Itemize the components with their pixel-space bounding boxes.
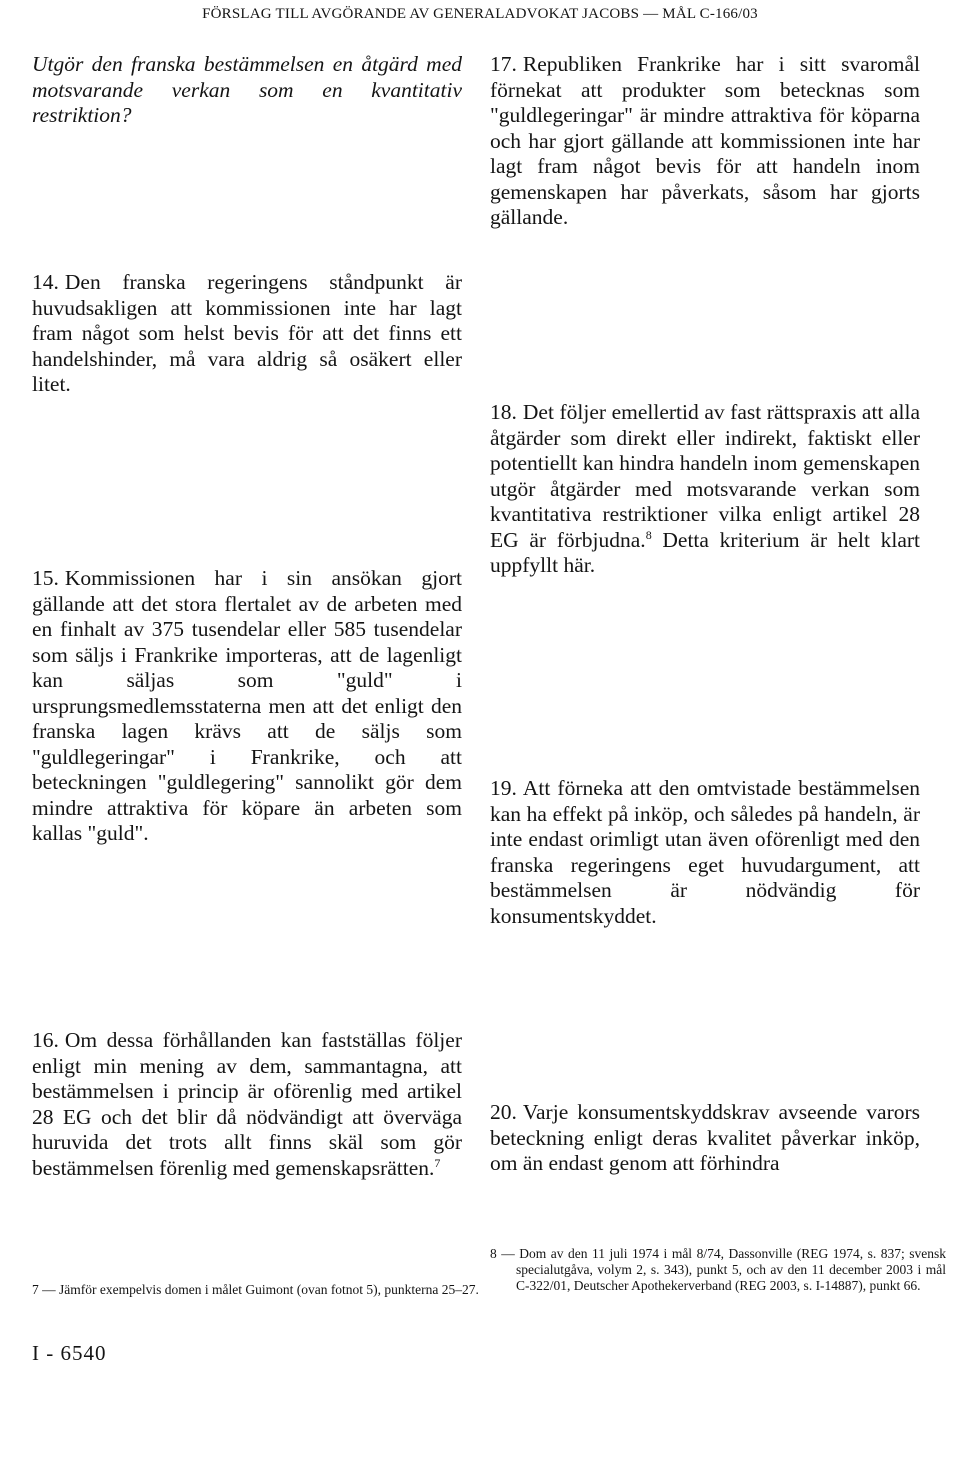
- footnote-ref-8[interactable]: 8: [645, 527, 652, 542]
- section-heading: Utgör den franska bestämmelsen en åtgärd med motsvarande verkan som en kvantitativ restriktion?: [32, 52, 462, 127]
- paragraph-text: Kommissionen har i sin ansökan gjort gällande att det stora flertalet av de arbeten med en finhalt av 375 tusendelar eller 585 tusendelar som säljs i Frankrike importeras, att de lagenligt kan säljas som "guld" i ursprungsmedlemsstaterna men att det enligt den franska lagen krävs att de säljs som "guldlegeringar" i Frankrike, och att beteckningen "guldlegering" sannolikt gör dem mindre attraktiva för köpare än arbeten som kallas "guld".: [32, 566, 462, 845]
- paragraph-14: [32, 270, 462, 398]
- paragraph-number: 19.: [490, 776, 517, 800]
- paragraph-text-tail: Detta kriterium är helt klart uppfyllt här.: [490, 527, 921, 577]
- paragraph-text: Att förneka att den omtvistade bestämmelsen kan ha effekt på inköp, och således på handeln, är inte endast orimligt utan även oförenligt med den franska regeringens eget huvudargument, att bestämmelsen är nödvändig för konsumentskyddet.: [490, 776, 920, 928]
- paragraph-text: Om dessa förhållanden kan fastställas följer enligt min mening av dem, sammantagna, att bestämmelsen i princip är oförenlig med artikel 28 EG och det blir då nödvändigt att överväga huruvida det trots allt finns skäl som gör bestämmelsen förenlig med gemenskapsrätten.: [32, 1028, 462, 1180]
- paragraph-19: [490, 776, 920, 929]
- paragraph-number: 16.: [32, 1028, 59, 1052]
- paragraph-number: 14.: [32, 270, 59, 294]
- paragraph-text: Republiken Frankrike har i sitt svaromål förnekat att produkter som betecknas som "guldlegeringar" är mindre attraktiva för köparna och har gjort gällande att kommissionen inte har lagt fram något bevis för att handeln inom gemenskapen har påverkats, såsom har gjorts gällande.: [490, 52, 920, 229]
- paragraph-16: [32, 1028, 462, 1181]
- paragraph-15: [32, 566, 462, 847]
- paragraph-number: 20.: [490, 1100, 517, 1124]
- running-header: FÖRSLAG TILL AVGÖRANDE AV GENERALADVOKAT JACOBS — MÅL C-166/03: [202, 6, 758, 22]
- paragraph-20: [490, 1100, 920, 1177]
- paragraph-number: 15.: [32, 566, 59, 590]
- paragraph-text: Varje konsumentskyddskrav avseende varors beteckning enligt deras kvalitet påverkar inköp, om än endast genom att förhindra: [490, 1100, 920, 1175]
- footnote-7: 7 — Jämför exempelvis domen i målet Guimont (ovan fotnot 5), punkterna 25–27.: [32, 1282, 479, 1297]
- page-number: I - 6540: [32, 1341, 107, 1365]
- paragraph-number: 17.: [490, 52, 517, 76]
- paragraph-text: Den franska regeringens ståndpunkt är huvudsakligen att kommissionen inte har lagt fram något som helst bevis för att det finns ett handelshinder, må vara aldrig så osäkert eller litet.: [32, 270, 462, 396]
- footnote-8: 8 — Dom av den 11 juli 1974 i mål 8/74, Dassonville (REG 1974, s. 837; svensk specialutgåva, volym 2, s. 343), punkt 5, och av den 11 december 2003 i mål C-322/01, Deutscher Apothekerverband (REG 2003, s. I-14887), punkt 66.: [490, 1246, 946, 1293]
- footnote-ref-7[interactable]: 7: [434, 1155, 441, 1170]
- paragraph-17: [490, 52, 920, 231]
- paragraph-number: 18.: [490, 400, 517, 424]
- paragraph-text: Det följer emellertid av fast rättspraxis att alla åtgärder som direkt eller indirekt, faktiskt eller potentiellt kan hindra handeln inom gemenskapen utgör åtgärder med motsvarande verkan som kvantitativa restriktioner vilka enligt artikel 28 EG är förbjudna.: [490, 400, 920, 552]
- paragraph-18: [490, 400, 920, 579]
